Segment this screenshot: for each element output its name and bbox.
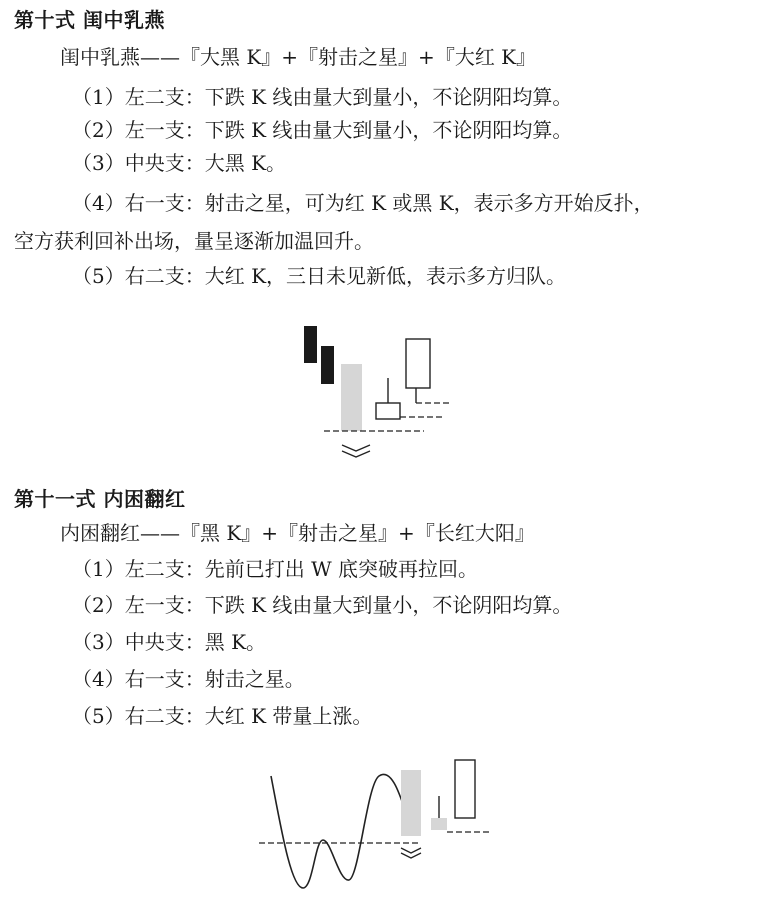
section-10-item-2: （2）左一支：下跌 K 线由量大到量小，不论阴阳均算。 <box>72 118 573 142</box>
section-11-item-1: （1）左二支：先前已打出 W 底突破再拉回。 <box>72 557 478 581</box>
section-10-formula: 闺中乳燕——『大黑 K』+『射击之星』+『大红 K』 <box>60 45 537 69</box>
left-one-black-candle <box>321 346 334 384</box>
big-red-candle <box>406 339 430 388</box>
left-two-black-candle <box>304 326 317 363</box>
section-11-item-3: （3）中央支：黑 K。 <box>72 630 267 654</box>
section-10-item-3: （3）中央支：大黑 K。 <box>72 151 287 175</box>
shooting-star-candle <box>431 818 447 830</box>
chevron-down-icon <box>342 451 370 457</box>
center-big-black-candle <box>341 364 362 431</box>
chevron-down-icon <box>401 853 421 858</box>
section-11-item-5: （5）右二支：大红 K 带量上涨。 <box>72 704 373 728</box>
w-bottom-curve <box>271 774 405 888</box>
section-11-item-2: （2）左一支：下跌 K 线由量大到量小，不论阴阳均算。 <box>72 593 573 617</box>
long-red-candle <box>455 760 475 818</box>
section-10-heading: 第十式 闺中乳燕 <box>14 8 165 32</box>
section-11-item-4: （4）右一支：射击之星。 <box>72 667 305 691</box>
section-11-pattern-diagram <box>255 748 500 898</box>
shooting-star-candle <box>376 403 400 419</box>
section-11-heading: 第十一式 内困翻红 <box>14 487 186 511</box>
section-10-item-5: （5）右二支：大红 K，三日未见新低，表示多方归队。 <box>72 264 567 288</box>
section-10-pattern-diagram <box>290 318 460 463</box>
center-black-candle <box>401 770 421 836</box>
chevron-down-icon <box>342 445 370 451</box>
section-10-item-4-continued: 空方获利回补出场，量呈逐渐加温回升。 <box>14 229 374 253</box>
section-11-formula: 内困翻红——『黑 K』+『射击之星』+『长红大阳』 <box>60 521 535 545</box>
section-10-item-1: （1）左二支：下跌 K 线由量大到量小，不论阴阳均算。 <box>72 85 573 109</box>
section-10-item-4: （4）右一支：射击之星，可为红 K 或黑 K，表示多方开始反扑， <box>72 191 654 215</box>
chevron-down-icon <box>401 848 421 853</box>
